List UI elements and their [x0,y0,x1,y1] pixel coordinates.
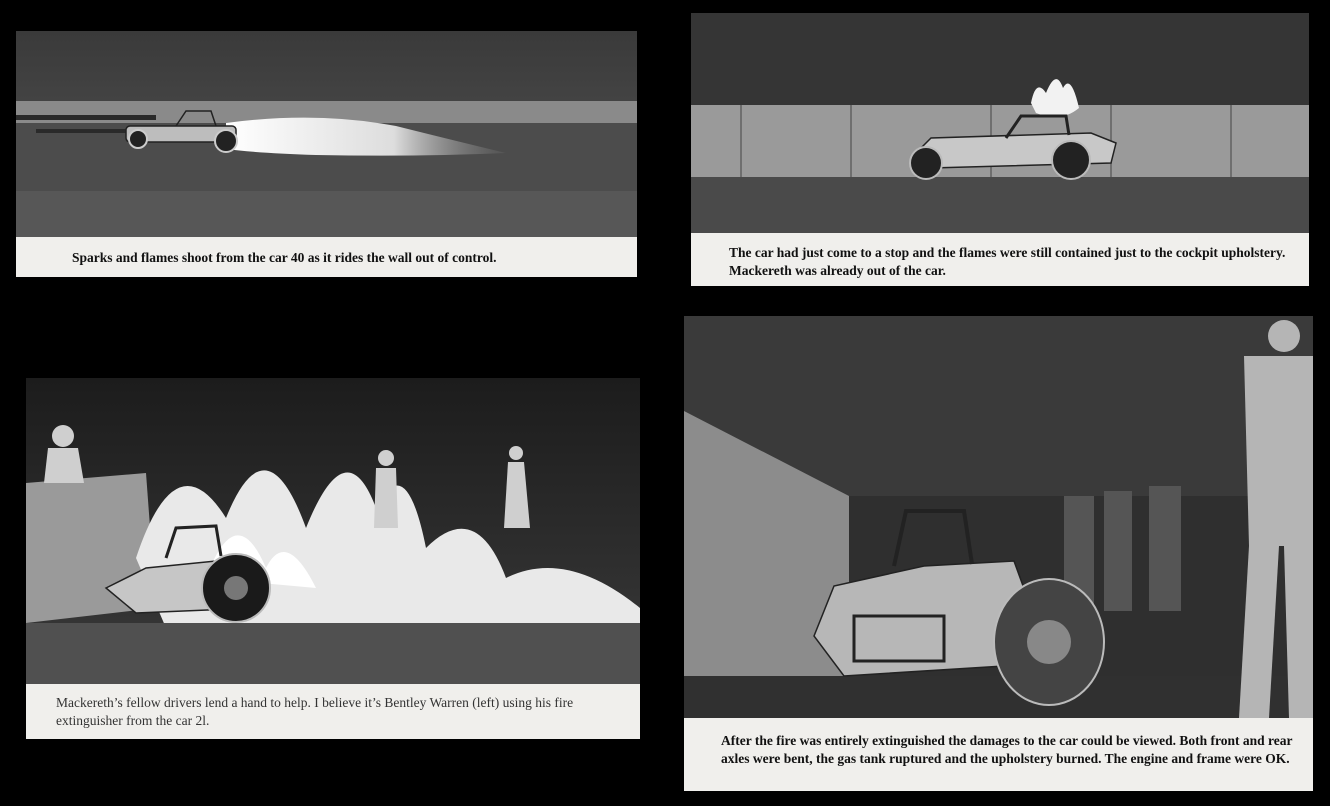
photo-panel-damage [684,316,1313,791]
photo-caption: Mackereth’s fellow drivers lend a hand to help. I believe it’s Bentley Warren (left) using his fire extinguisher from the car 2l. [56,695,574,728]
photo-panel-car-stopped [691,13,1309,286]
photo-caption: Sparks and flames shoot from the car 40 as it rides the wall out of control. [72,250,497,265]
photo-damaged-car [684,316,1313,718]
photo-panel-sparks [16,31,637,277]
photo-car-stopped [691,13,1309,233]
photo-drivers-fire [26,378,640,684]
photo-panel-drivers-help [26,378,640,739]
photo-caption: The car had just come to a stop and the flames were still contained just to the cockpit upholstery. Mackereth was already out of the car. [729,245,1286,278]
photo-caption: After the fire was entirely extinguished the damages to the car could be viewed. Both front and rear axles were bent, the gas tank ruptured and the upholstery burned. The engine and frame were OK. [721,733,1293,766]
photo-car-40-sparks [16,31,637,237]
